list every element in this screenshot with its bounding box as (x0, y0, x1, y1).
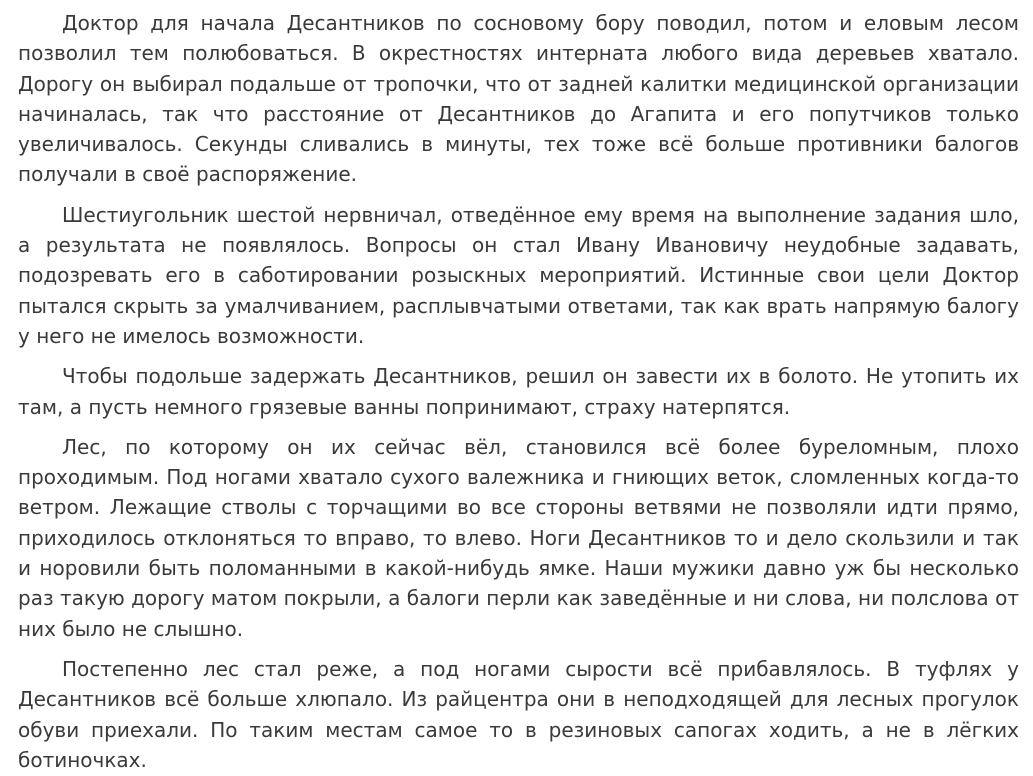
paragraph: Чтобы подольше задержать Десантников, решил он завести их в болото. Не утопить их там, а пусть немного грязевые ванны попринимают, страху натерпятся. (18, 364, 1019, 419)
paragraph: Шестиугольник шестой нервничал, отведённое ему время на выполнение задания шло, а результата не появлялось. Вопросы он стал Ивану Ивановичу неудобные задавать, подозревать его в саботировании розыскных мероприятий. Истинные свои цели Доктор пытался скрыть за умалчиванием, расплывчатыми ответами, так как врать напрямую балогу у него не имелось возможности. (18, 202, 1019, 348)
paragraph: Постепенно лес стал реже, а под ногами сырости всё прибавлялось. В туфлях у Десантников всё больше хлюпало. Из райцентра они в неподходящей для лесных прогулок обуви приехали. По таким местам самое то в резиновых сапогах ходить, а не в лёгких ботиночках. (18, 656, 1019, 772)
paragraph: Лес, по которому он их сейчас вёл, становился всё более буреломным, плохо проходимым. Под ногами хватало сухого валежника и гниющих веток, сломленных когда-то ветром. Лежащие стволы с торчащими во все стороны ветвями не позволяли идти прямо, приходилось отклоняться то вправо, то влево. Ноги Десантников то и дело скользили и так и норовили быть поломанными в какой-нибудь ямке. Наши мужики давно уж бы несколько раз такую дорогу матом покрыли, а балоги перли как заведённые и ни слова, ни полслова от них было не слышно. (18, 434, 1019, 641)
paragraph: Доктор для начала Десантников по сосновому бору поводил, потом и еловым лесом позволил тем полюбоваться. В окрестностях интерната любого вида деревьев хватало. Дорогу он выбирал подальше от тропочки, что от задней калитки медицинской организации начиналась, так что расстояние от Десантников до Агапита и его попутчиков только увеличивалось. Секунды сливались в минуты, тех тоже всё больше противники балогов получали в своё распоряжение. (18, 11, 1019, 187)
